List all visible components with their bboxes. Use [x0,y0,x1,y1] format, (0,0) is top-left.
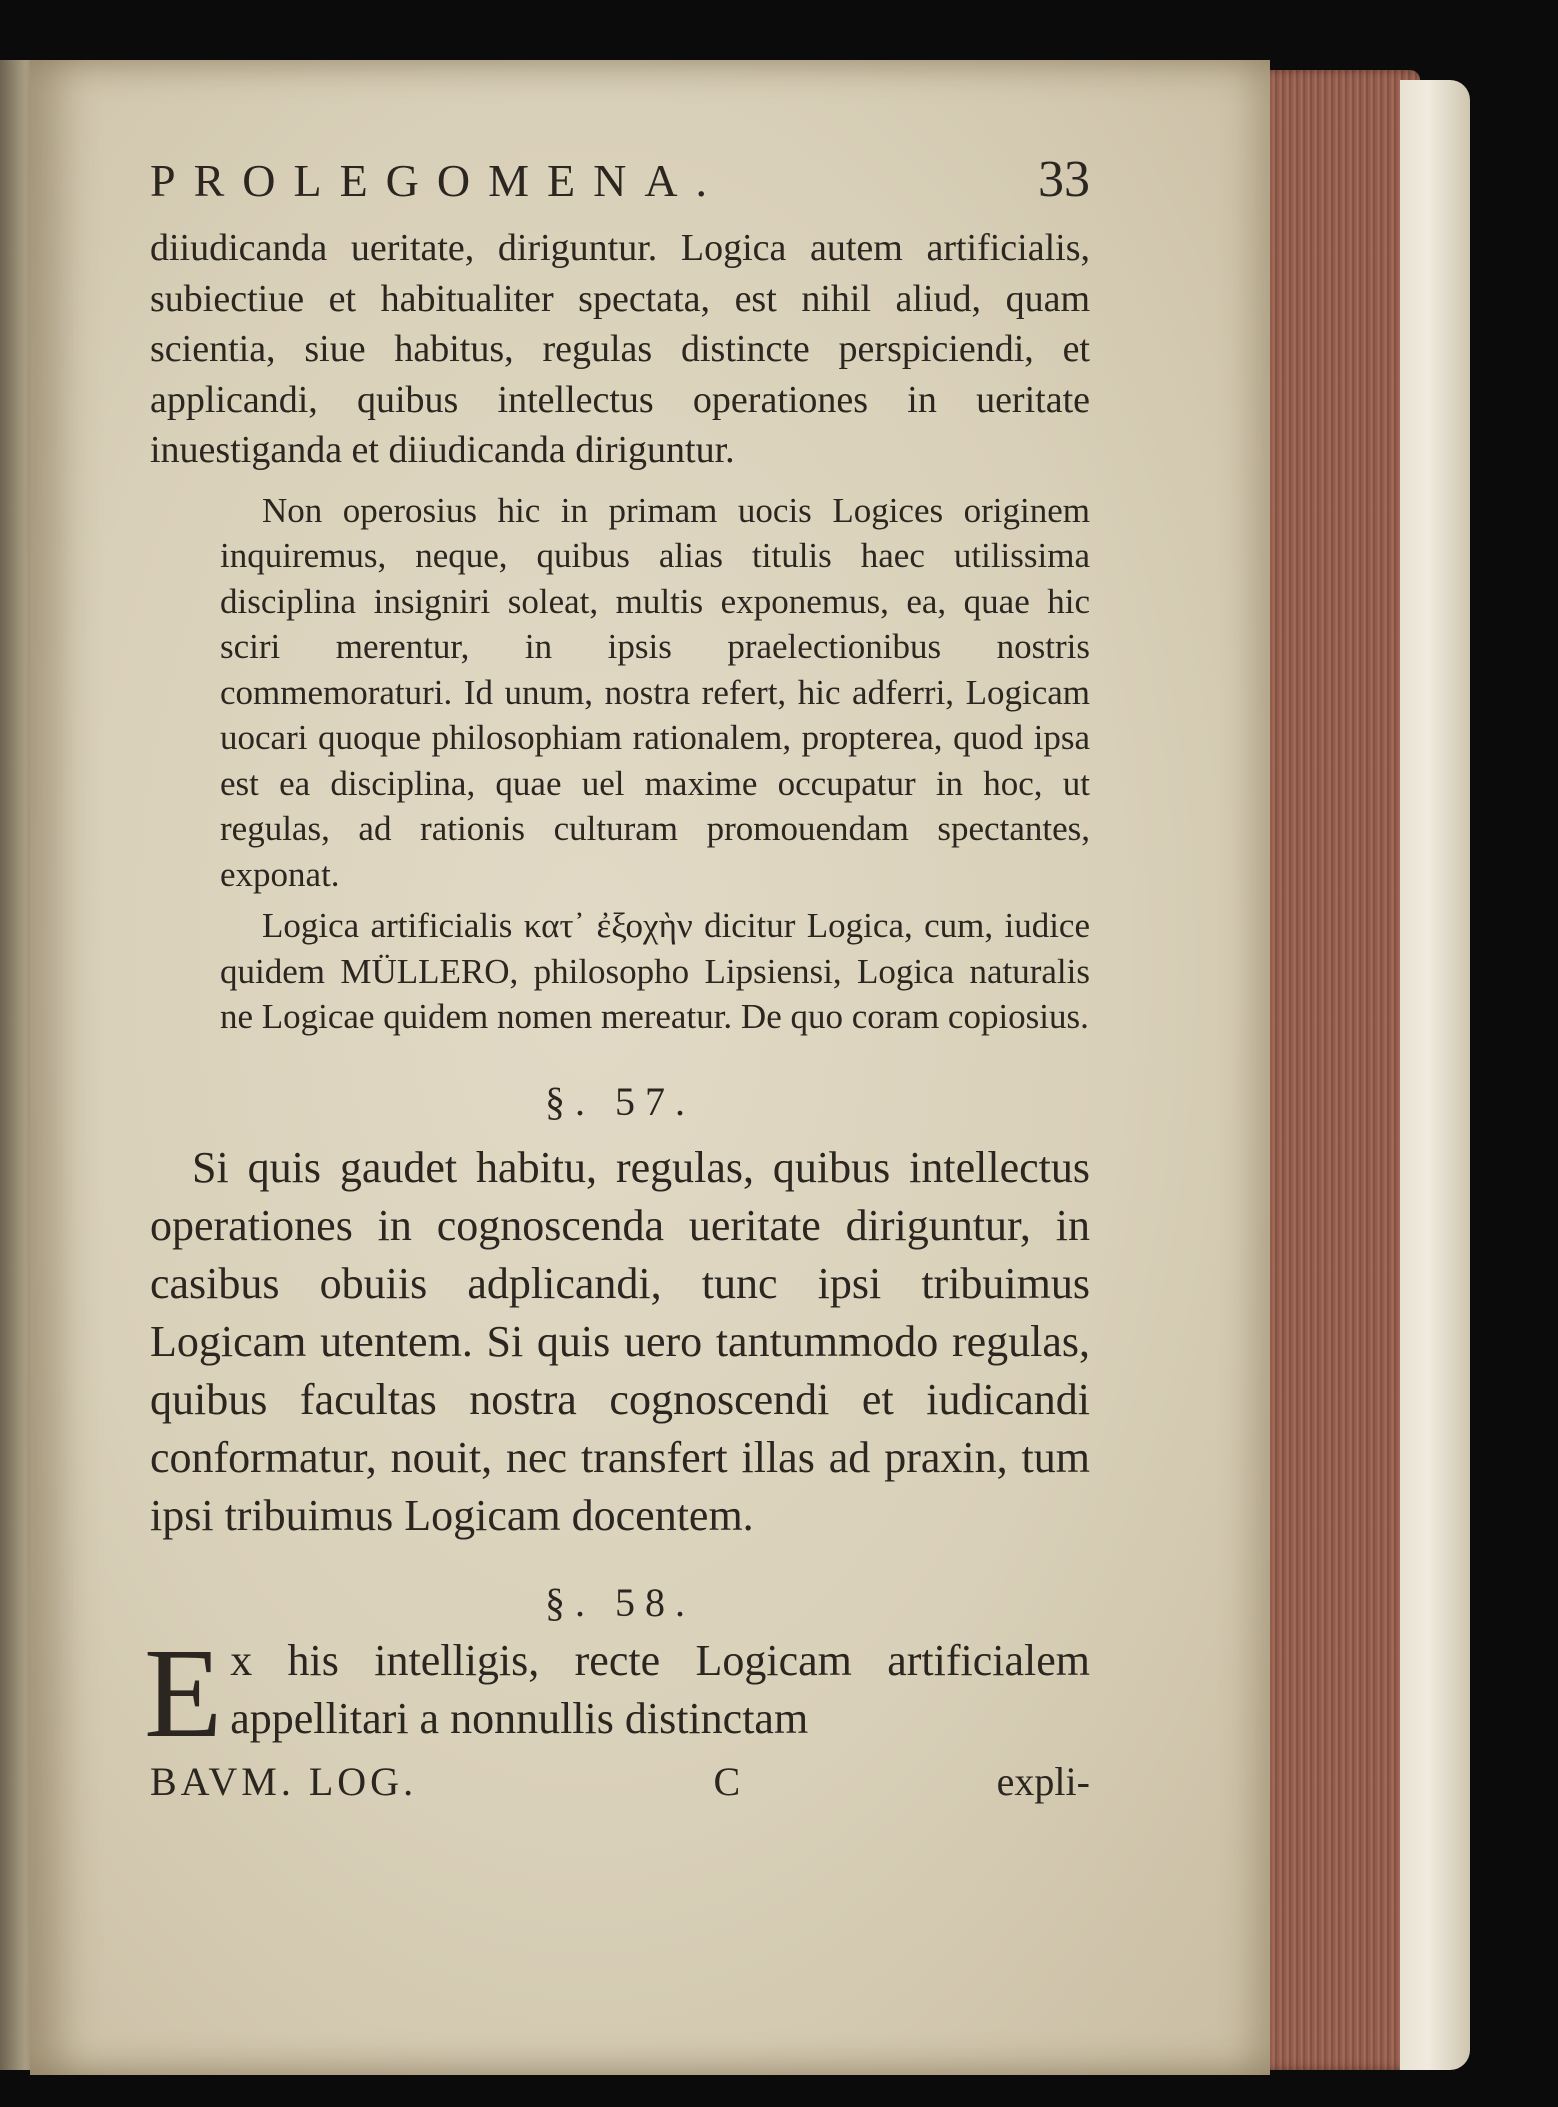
section-58-heading: §. 58. [545,1579,695,1625]
section-57-body: Si quis gaudet habitu, regulas, quibus intellectus operationes in cognoscenda ueritate diriguntur, in casibus obuiis adplicandi, tunc ipsi tribuimus Logicam utentem. Si quis uero tantummodo regulas, quibus facultas nostra cognoscendi et iudicandi conformatur, nouit, nec transfert illas ad praxin, tum ipsi tribuimus Logicam docentem. [150,1142,1090,1540]
running-title: PROLEGOMENA. [150,155,726,206]
section-58-body: x his intelligis, recte Logicam artificialem appellitari a nonnullis distinctam [230,1635,1090,1743]
note-1-text: Non operosius hic in primam uocis Logices originem inquiremus, neque, quibus alias titulis haec utilissima disciplina insigniri soleat, multis exponemus, ea, quae hic sciri merentur, in ipsis praelectionibus nostris commemoraturi. Id unum, nostra refert, hic adferri, Logicam uocari quoque philosophiam rationalem, propterea, quod ipsa est ea disciplina, quae uel maxime occupatur in hoc, ut regulas, ad rationis culturam promouendam spectantes, exponat. [220,490,1090,894]
running-header [150,150,1090,209]
note-2 [150,903,1090,1040]
page-footer [150,1758,1090,1805]
note-1 [150,488,1090,898]
note-2-text: Logica artificialis κατ᾽ ἐξοχὴν dicitur Logica, cum, iudice quidem MÜLLERO, philosopho Lipsiensi, Logica naturalis ne Logicae quidem nomen mereatur. De quo coram copiosius. [220,906,1090,1036]
book-cover [1400,80,1470,2070]
page-text [144,150,1090,1805]
page-block-edge [1250,70,1420,2070]
section-58-text [144,1621,1090,1764]
drop-cap: E [144,1621,223,1764]
section-57-heading: §. 57. [545,1078,695,1124]
catchword: expli- [996,1758,1090,1804]
page-number: 33 [1038,151,1090,208]
section-57-text [150,1139,1090,1545]
signature-mark: BAVM. LOG. [150,1758,418,1804]
signature-letter: C [713,1758,741,1804]
paragraph-1: diiudicanda ueritate, diriguntur. Logica autem artificialis, subiectiue et habitualiter spectata, est nihil aliud, quam scientia, siue habitus, regulas distincte perspiciendi, et applicandi, quibus intellectus operationes in ueritate inuestiganda et diiudicanda diriguntur. [150,227,1090,471]
